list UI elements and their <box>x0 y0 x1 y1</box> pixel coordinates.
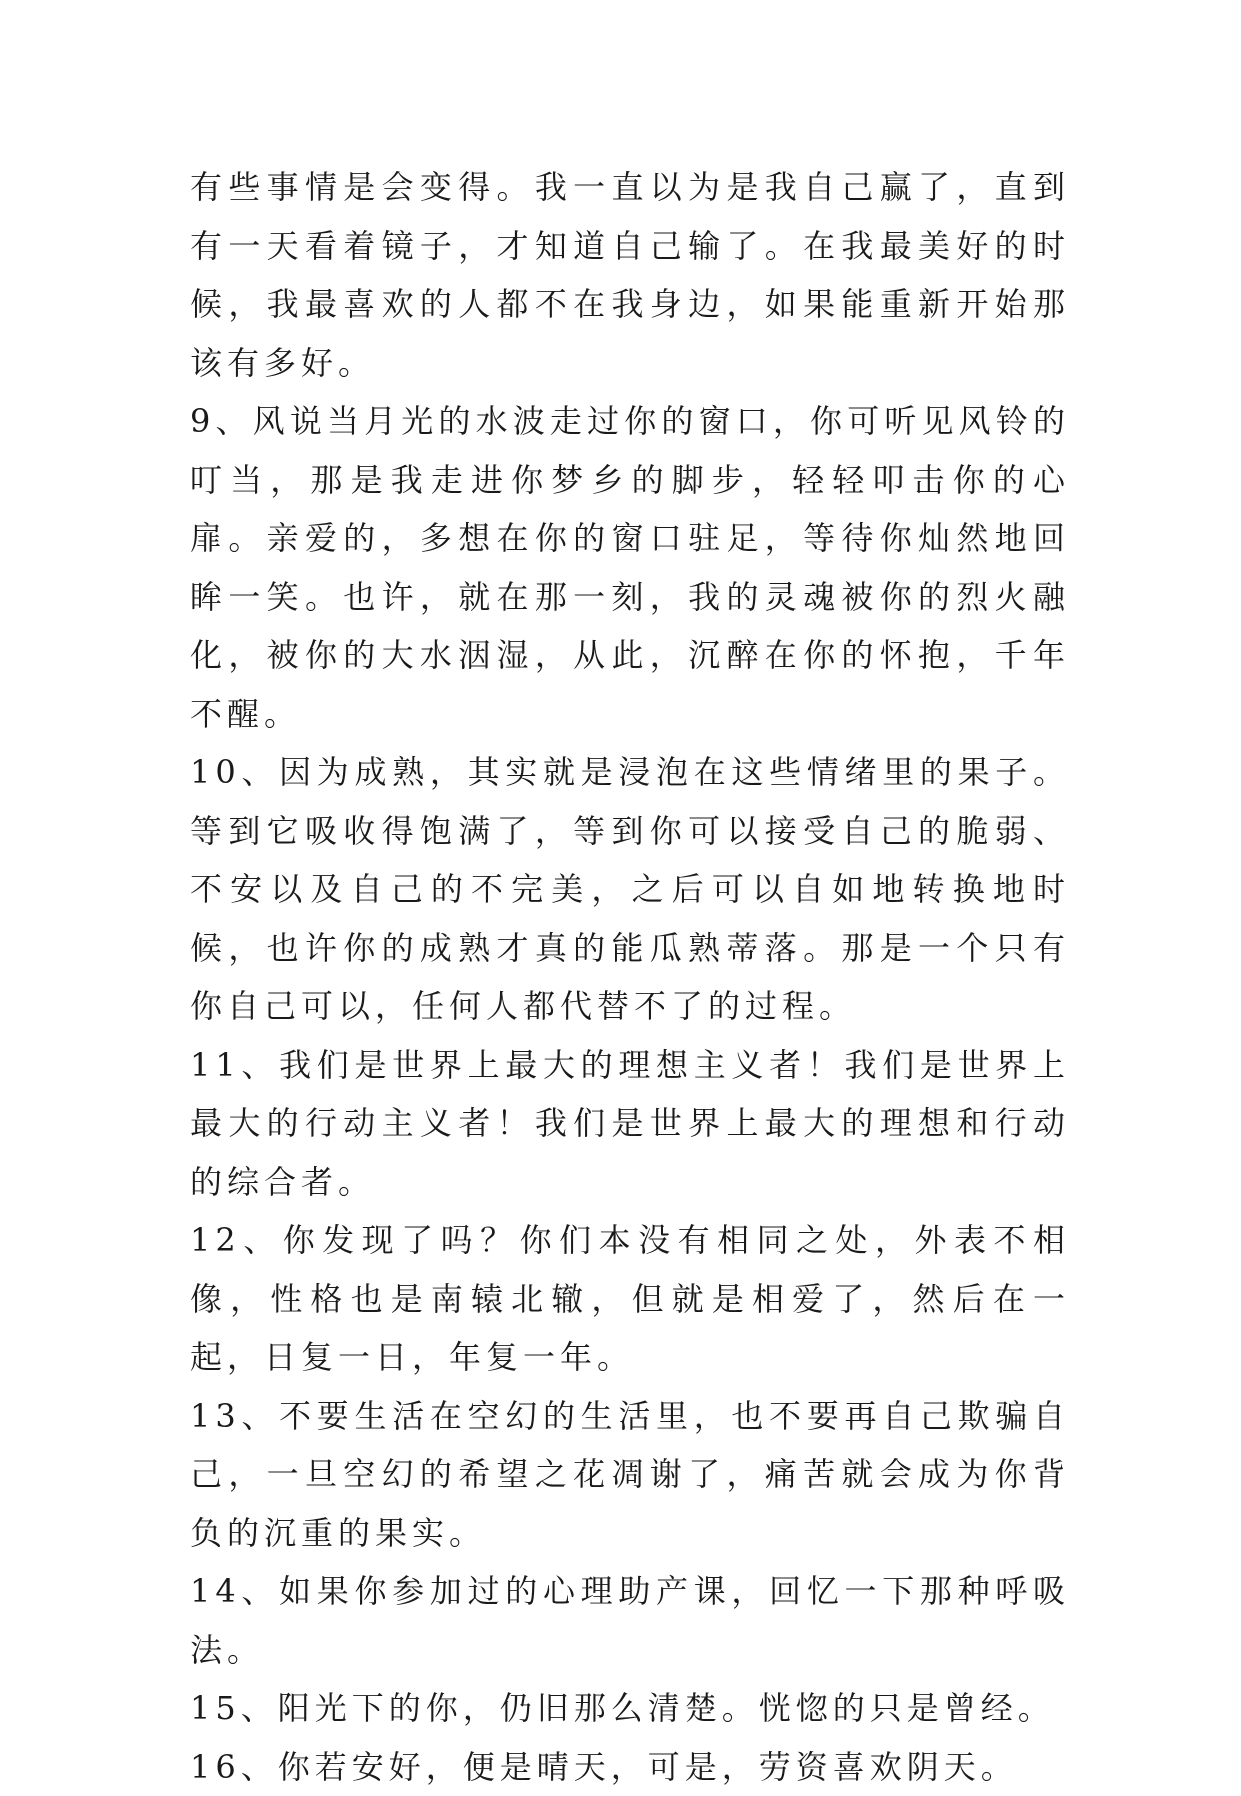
document-body <box>190 158 1070 1796</box>
paragraph-item-10: 10、因为成熟，其实就是浸泡在这些情绪里的果子。等到它吸收得饱满了，等到你可以接受自己的脆弱、不安以及自己的不完美，之后可以自如地转换地时候，也许你的成熟才真的能瓜熟蒂落。那是一个只有你自己可以，任何人都代替不了的过程。 <box>190 743 1070 1036</box>
paragraph-item-16: 16、你若安好，便是晴天，可是，劳资喜欢阴天。 <box>190 1738 1070 1796</box>
paragraph-item-15: 15、阳光下的你，仍旧那么清楚。恍惚的只是曾经。 <box>190 1679 1070 1738</box>
paragraph-item-9: 9、风说当月光的水波走过你的窗口，你可听见风铃的叮当，那是我走进你梦乡的脚步，轻轻叩击你的心扉。亲爱的，多想在你的窗口驻足，等待你灿然地回眸一笑。也许，就在那一刻，我的灵魂被你的烈火融化，被你的大水洇湿，从此，沉醉在你的怀抱，千年不醒。 <box>190 392 1070 743</box>
paragraph-item-13: 13、不要生活在空幻的生活里，也不要再自己欺骗自己，一旦空幻的希望之花凋谢了，痛苦就会成为你背负的沉重的果实。 <box>190 1387 1070 1563</box>
paragraph-item-14: 14、如果你参加过的心理助产课，回忆一下那种呼吸法。 <box>190 1562 1070 1679</box>
paragraph: 有些事情是会变得。我一直以为是我自己赢了，直到有一天看着镜子，才知道自己输了。在我最美好的时候，我最喜欢的人都不在我身边，如果能重新开始那该有多好。 <box>190 158 1070 392</box>
paragraph-item-12: 12、你发现了吗？你们本没有相同之处，外表不相像，性格也是南辕北辙，但就是相爱了，然后在一起，日复一日，年复一年。 <box>190 1211 1070 1387</box>
paragraph-item-11: 11、我们是世界上最大的理想主义者！我们是世界上最大的行动主义者！我们是世界上最大的理想和行动的综合者。 <box>190 1036 1070 1212</box>
